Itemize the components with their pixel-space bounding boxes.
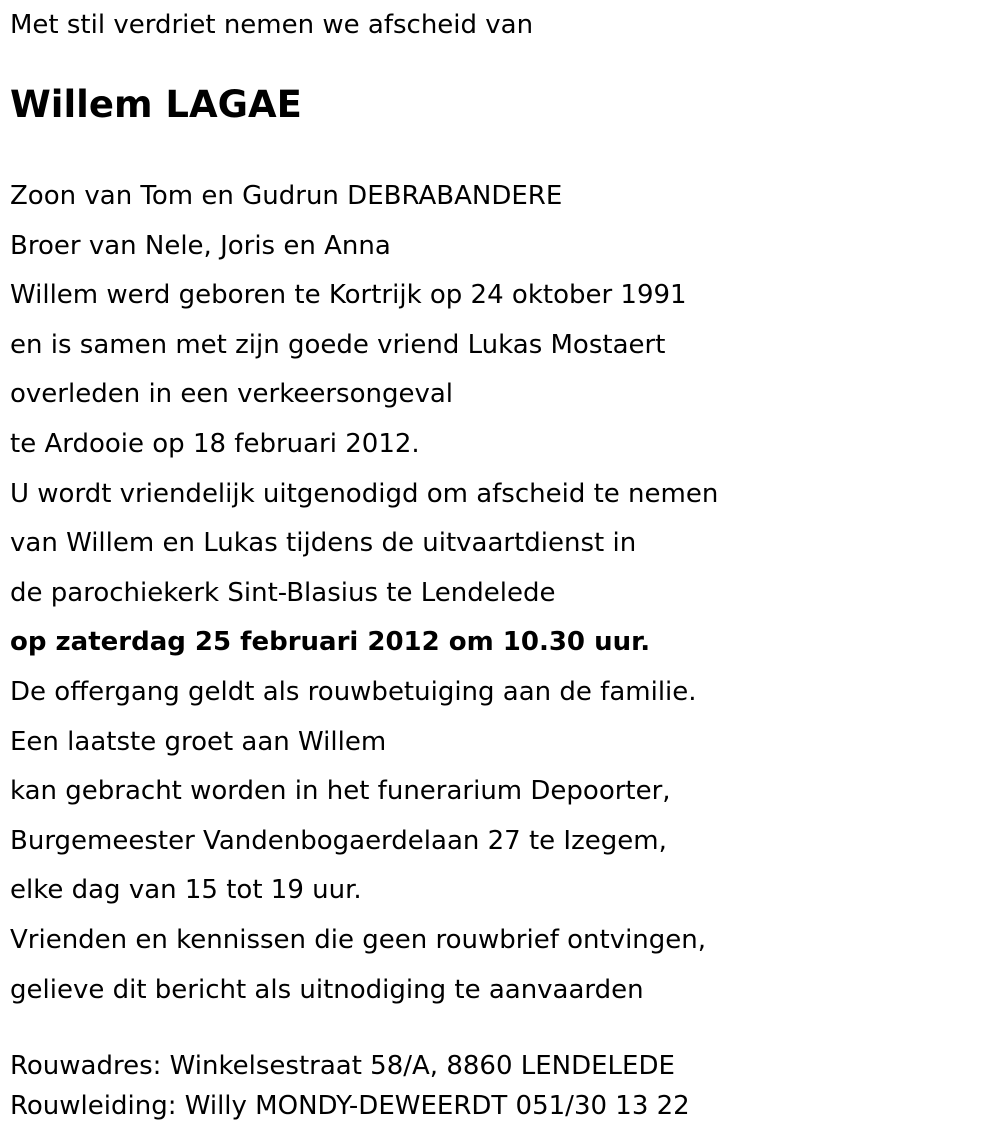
siblings-line: Broer van Nele, Joris en Anna (10, 230, 391, 261)
parents-line: Zoon van Tom en Gudrun DEBRABANDERE (10, 181, 563, 211)
deceased-name: Willem LAGAE (10, 83, 302, 126)
service-datetime: op zaterdag 25 februari 2012 om 10.30 uur. (10, 627, 651, 658)
text-line: Een laatste groet aan Willem (10, 726, 387, 757)
birth-line: Willem werd geboren te Kortrijk op 24 oktober 1991 (10, 280, 687, 311)
text-line: Vrienden en kennissen die geen rouwbrief ontvingen, (10, 924, 707, 955)
text-line: en is samen met zijn goede vriend Lukas Mostaert (10, 329, 666, 360)
death-line: te Ardooie op 18 februari 2012. (10, 428, 420, 459)
text-line: gelieve dit bericht als uitnodiging te aanvaarden (10, 974, 644, 1005)
funeral-director: Rouwleiding: Willy MONDY-DEWEERDT 051/30 13 22 (10, 1091, 690, 1121)
mourning-address: Rouwadres: Winkelsestraat 58/A, 8860 LENDELEDE (10, 1051, 675, 1081)
notice-body (10, 172, 718, 1015)
funeral-home-line: kan gebracht worden in het funerarium Depoorter, (10, 776, 671, 807)
intro-text: Met stil verdriet nemen we afscheid van (10, 10, 534, 40)
notice-footer (10, 1046, 690, 1126)
text-line: van Willem en Lukas tijdens de uitvaartdienst in (10, 528, 637, 559)
text-line: U wordt vriendelijk uitgenodigd om afscheid te nemen (10, 478, 719, 509)
funeral-home-address: Burgemeester Vandenbogaerdelaan 27 te Izegem, (10, 825, 667, 856)
text-line: overleden in een verkeersongeval (10, 379, 454, 410)
text-line: De offergang geldt als rouwbetuiging aan de familie. (10, 676, 697, 707)
visiting-hours: elke dag van 15 tot 19 uur. (10, 875, 362, 906)
church-line: de parochiekerk Sint-Blasius te Lendelede (10, 577, 556, 608)
